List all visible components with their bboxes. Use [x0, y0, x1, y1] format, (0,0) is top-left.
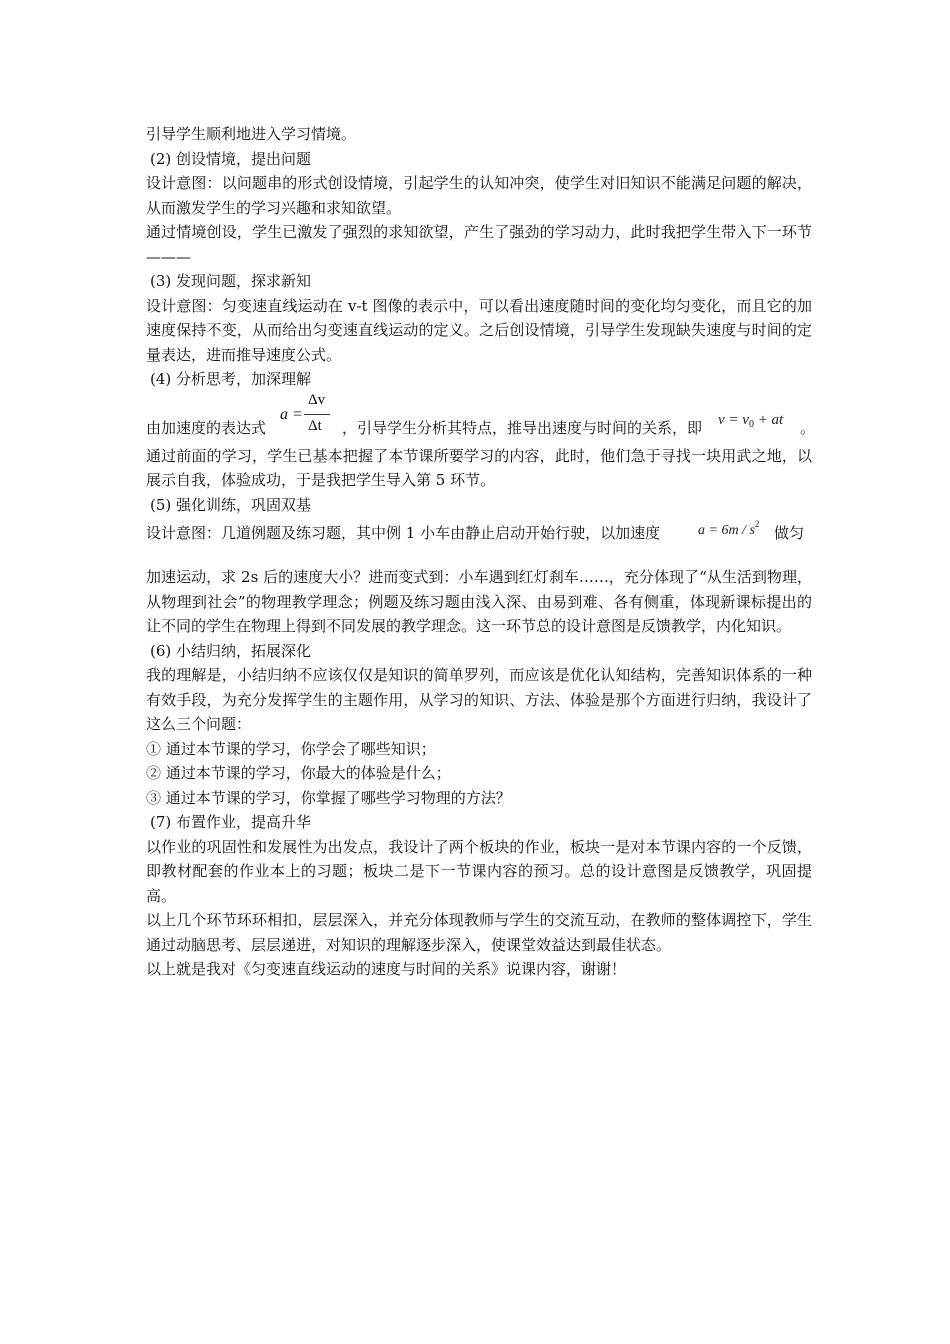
acceleration-value-formula	[698, 519, 759, 539]
section-heading-3: (3) 发现问题，探求新知	[150, 272, 312, 290]
acceleration-paragraph	[146, 517, 812, 565]
section-heading-5: (5) 强化训练，巩固双基	[150, 495, 312, 514]
closing-paragraph: 以上就是我对《匀变速直线运动的速度与时间的关系》说课内容，谢谢！	[146, 960, 627, 978]
list-item: ③ 通过本节课的学习，你掌握了哪些学习物理的方法？	[146, 788, 511, 807]
paragraph: 以上几个环节环环相扣，层层深入，并充分体现教师与学生的交流互动，在教师的整体调控下，学生通过动脑思考、层层递进，对知识的理解逐步深入，使课堂效益达到最佳状态。	[146, 911, 812, 954]
formula-end-text: 。	[800, 418, 816, 437]
velocity-time-formula	[718, 412, 783, 430]
paragraph: 加速运动，求 2s 后的速度大小？进而变式到：小车遇到红灯刹车……，充分体现了“从生活到物理，从物理到社会”的物理教学理念；例题及练习题由浅入深、由易到难、各有侧重，体现新课标提出的让不同的学生在物理上得到不同发展的教学理念。这一环节总的设计意图是反馈教学，内化知识。	[146, 568, 812, 635]
list-item: ② 通过本节课的学习，你最大的体验是什么；	[146, 764, 451, 782]
list-item: ① 通过本节课的学习，你学会了哪些知识；	[146, 739, 436, 758]
formula-part: a = 6m / s	[698, 523, 755, 538]
formula-lhs: a =	[280, 405, 303, 423]
paragraph: 通过前面的学习，学生已基本把握了本节课所要学习的内容，此时，他们急于寻找一块用武之地，以展示自我，体验成功，于是我把学生导入第 5 环节。	[146, 446, 812, 489]
acceleration-intro-text: 设计意图：几道例题及练习题，其中例 1 小车由静止启动开始行驶，以加速度	[146, 524, 661, 542]
formula-part: + at	[753, 411, 784, 428]
paragraph: 以作业的巩固性和发展性为出发点，我设计了两个板块的作业，板块一是对本节课内容的一个反馈，即教材配套的作业本上的习题；板块二是下一节课内容的预习。总的设计意图是反馈教学，巩固提高。	[146, 837, 812, 905]
paragraph: 引导学生顺利地进入学习情境。	[146, 125, 357, 143]
paragraph: 我的理解是，小结归纳不应该仅仅是知识的简单罗列，而应该是优化认知结构，完善知识体系的一种有效手段，为充分发挥学生的主题作用，从学习的知识、方法、体验是那个方面进行归纳，我设计了这么三个问题：	[146, 666, 812, 733]
section-heading-2: (2) 创设情境，提出问题	[150, 149, 312, 168]
acceleration-end-text: 做匀	[774, 524, 805, 542]
formula-intro-text: 由加速度的表达式	[146, 418, 267, 437]
paragraph: 通过情境创设，学生已激发了强烈的求知欲望，产生了强劲的学习动力，此时我把学生带入下一环节———	[146, 223, 812, 266]
formula-denominator: Δt	[308, 417, 322, 434]
formula-paragraph	[146, 391, 816, 444]
formula-part: v = v	[718, 411, 749, 428]
section-heading-6: (6) 小结归纳，拓展深化	[150, 641, 312, 660]
formula-numerator: Δv	[308, 391, 326, 408]
fraction-bar	[304, 414, 330, 415]
formula-middle-text: ，引导学生分析其特点，推导出速度与时间的关系，即	[342, 418, 703, 437]
section-heading-7: (7) 布置作业，提高升华	[150, 813, 312, 831]
acceleration-definition-formula	[280, 392, 336, 444]
formula-subscript: 0	[748, 418, 754, 430]
section-heading-4: (4) 分析思考，加深理解	[150, 370, 312, 388]
document-body	[146, 122, 816, 982]
paragraph: 设计意图：匀变速直线运动在 v-t 图像的表示中，可以看出速度随时间的变化均匀变化，而且它的加速度保持不变，从而给出匀变速直线运动的定义。之后创设情境，引导学生发现缺失速度与时间的定量表达，进而推导速度公式。	[146, 296, 812, 364]
paragraph: 设计意图：以问题串的形式创设情境，引起学生的认知冲突，使学生对旧知识不能满足问题的解决，从而激发学生的学习兴趣和求知欲望。	[146, 174, 812, 217]
formula-superscript: 2	[754, 519, 760, 529]
